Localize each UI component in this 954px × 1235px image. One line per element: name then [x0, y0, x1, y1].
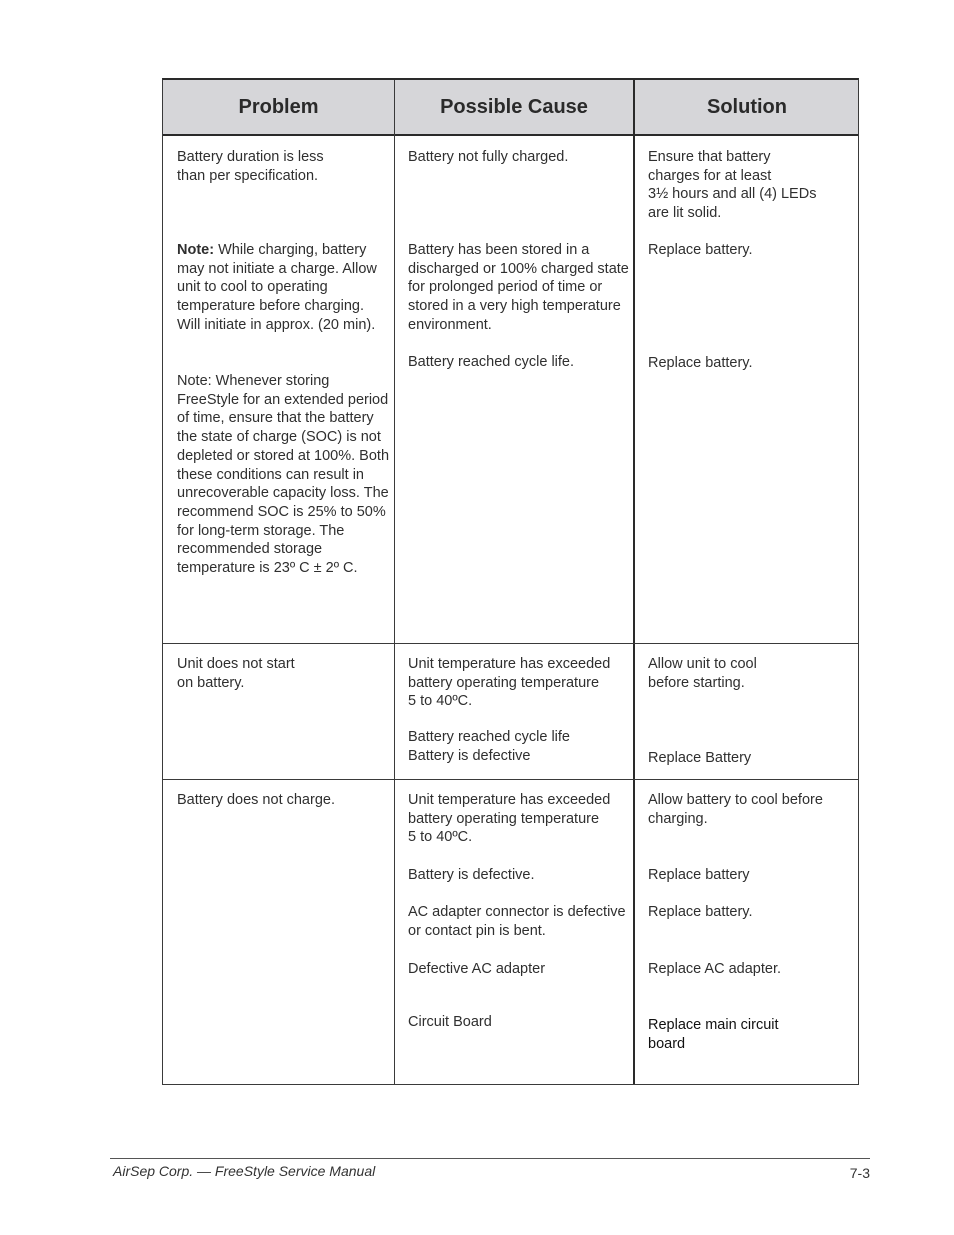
row3-solution-replace-2: Replace battery.: [648, 904, 753, 920]
row3-cause-connector: AC adapter connector is defective or contact pin is bent.: [408, 904, 626, 939]
column-divider: [394, 80, 395, 1084]
row1-problem-note: [177, 241, 389, 335]
row1-solution-replace-2: Replace battery.: [648, 355, 753, 371]
row3-cause-temperature: Unit temperature has exceeded battery operating temperature 5 to 40ºC.: [408, 792, 611, 846]
row2-cause-battery: Battery reached cycle life Battery is defective: [408, 729, 570, 764]
row3-problem: Battery does not charge.: [177, 792, 335, 808]
row2-solution-cool: Allow unit to cool before starting.: [648, 656, 757, 691]
table-header: [163, 80, 858, 136]
row3-cause-defective: Battery is defective.: [408, 867, 535, 883]
note-text: While charging, battery may not initiate a charge. Allow unit to cool to operating temperature before charging. Will initiate in approx. (20 min).: [177, 242, 377, 333]
row2-problem: Unit does not start on battery.: [177, 656, 295, 691]
header-problem: Problem: [238, 95, 319, 118]
row1-problem-storage-note: Note: Whenever storing FreeStyle for an extended period of time, ensure that the battery the state of charge (SOC) is not depleted or stored at 100%. Both these conditions can result in unrecoverable capacity loss. The recommend SOC is 25% to 50% for long-term storage. The recommended storage temperature is 23º C ± 2º C.: [177, 373, 390, 577]
row3-solution-ac-adapter: Replace AC adapter.: [648, 961, 782, 977]
column-divider: [633, 80, 635, 1084]
row1-solution-charge: Ensure that battery charges for at least 3½ hours and all (4) LEDs are lit solid.: [648, 149, 817, 222]
row3-cause-circuit-board: Circuit Board: [408, 1014, 492, 1030]
row3-solution-replace: Replace battery: [648, 867, 750, 883]
row3-solution-circuit-board: Replace main circuit board: [648, 1017, 779, 1052]
row1-cause-not-charged: Battery not fully charged.: [408, 149, 569, 165]
row2-cause-temperature: Unit temperature has exceeded battery operating temperature 5 to 40ºC.: [408, 656, 611, 710]
row-divider: [163, 779, 858, 780]
row1-solution-replace: Replace battery.: [648, 242, 753, 258]
row1-cause-cycle-life: Battery reached cycle life.: [408, 354, 575, 370]
header-possible-cause: Possible Cause: [440, 95, 588, 118]
row3-cause-ac-adapter: Defective AC adapter: [408, 961, 546, 977]
row2-solution-replace: Replace Battery: [648, 750, 752, 766]
footer-rule: [110, 1158, 870, 1159]
troubleshooting-table: [162, 78, 859, 1085]
row3-solution-cool: Allow battery to cool before charging.: [648, 792, 823, 827]
header-solution: Solution: [707, 95, 787, 118]
footer-manual-title: AirSep Corp. — FreeStyle Service Manual: [113, 1163, 376, 1179]
footer-page-number: 7-3: [849, 1165, 870, 1181]
note-label: Note:: [177, 242, 215, 258]
row-divider: [163, 643, 858, 644]
row1-cause-stored: Battery has been stored in a discharged or 100% charged state for prolonged period of time or stored in a very high temperature environment.: [408, 242, 629, 333]
row1-problem-duration: Battery duration is less than per specification.: [177, 149, 324, 184]
